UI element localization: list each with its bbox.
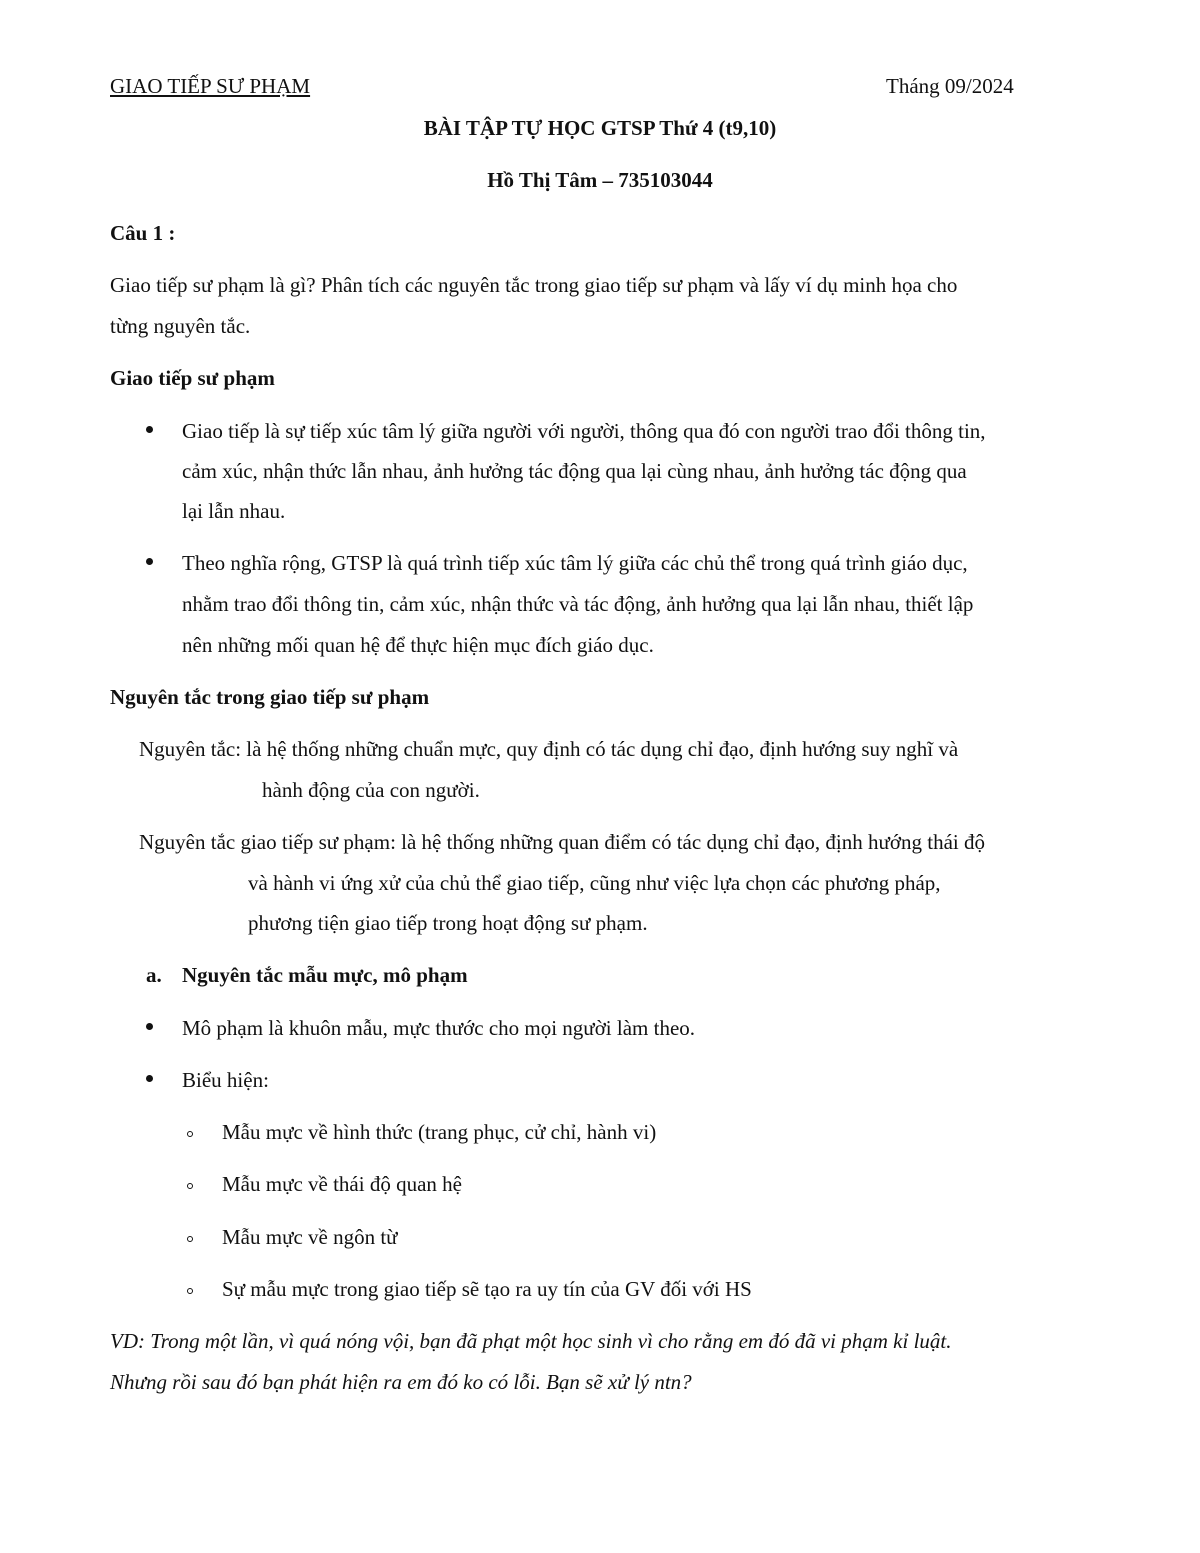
definition-1-line-2: hành động của con người. bbox=[262, 778, 480, 802]
bullet-2-line-3: nên những mối quan hệ để thực hiện mục đích giáo dục. bbox=[182, 633, 654, 657]
definition-2-line-1: Nguyên tắc giao tiếp sư phạm: là hệ thống những quan điểm có tác dụng chỉ đạo, định hướng thái độ bbox=[139, 830, 985, 854]
author-line: Hồ Thị Tâm – 735103044 bbox=[487, 168, 713, 192]
section-heading-gtsp: Giao tiếp sư phạm bbox=[110, 366, 275, 390]
sub-a-marker: a. bbox=[146, 963, 162, 987]
bullet-2-line-2: nhằm trao đổi thông tin, cảm xúc, nhận thức và tác động, ảnh hưởng qua lại lẫn nhau, thiết lập bbox=[182, 592, 974, 616]
bullet-dot-icon bbox=[146, 558, 153, 565]
sub-a-bullet-1: Mô phạm là khuôn mẫu, mực thước cho mọi người làm theo. bbox=[182, 1016, 696, 1040]
bullet-circle-icon bbox=[187, 1288, 193, 1294]
header-date: Tháng 09/2024 bbox=[886, 74, 1014, 98]
document-title: BÀI TẬP TỰ HỌC GTSP Thứ 4 (t9,10) bbox=[423, 116, 777, 140]
sub-item-3: Mẫu mực về ngôn từ bbox=[222, 1225, 398, 1249]
bullet-circle-icon bbox=[187, 1236, 193, 1242]
sub-item-4: Sự mẫu mực trong giao tiếp sẽ tạo ra uy tín của GV đối với HS bbox=[222, 1277, 752, 1301]
section-heading-principles: Nguyên tắc trong giao tiếp sư phạm bbox=[110, 685, 430, 709]
example-line-1: VD: Trong một lần, vì quá nóng vội, bạn đã phạt một học sinh vì cho rằng em đó đã vi phạm kỉ luật. bbox=[110, 1329, 952, 1353]
definition-2-line-2: và hành vi ứng xử của chủ thể giao tiếp, cũng như việc lựa chọn các phương pháp, bbox=[248, 871, 941, 895]
question-label: Câu 1 : bbox=[110, 221, 176, 245]
sub-a-bullet-2: Biểu hiện: bbox=[182, 1068, 269, 1092]
definition-2-line-3: phương tiện giao tiếp trong hoạt động sư phạm. bbox=[248, 911, 648, 935]
definition-1-line-1: Nguyên tắc: là hệ thống những chuẩn mực, quy định có tác dụng chỉ đạo, định hướng suy nghĩ và bbox=[139, 737, 959, 761]
example-line-2: Nhưng rồi sau đó bạn phát hiện ra em đó ko có lỗi. Bạn sẽ xử lý ntn? bbox=[110, 1370, 692, 1394]
bullet-dot-icon bbox=[146, 1075, 153, 1082]
bullet-1-line-3: lại lẫn nhau. bbox=[182, 499, 286, 523]
bullet-dot-icon bbox=[146, 1023, 153, 1030]
sub-a-heading: Nguyên tắc mẫu mực, mô phạm bbox=[182, 963, 468, 987]
bullet-1-line-1: Giao tiếp là sự tiếp xúc tâm lý giữa người với người, thông qua đó con người trao đổi thông tin, bbox=[182, 419, 986, 443]
bullet-dot-icon bbox=[146, 426, 153, 433]
bullet-circle-icon bbox=[187, 1131, 193, 1137]
sub-item-2: Mẫu mực về thái độ quan hệ bbox=[222, 1172, 462, 1196]
bullet-1-line-2: cảm xúc, nhận thức lẫn nhau, ảnh hưởng tác động qua lại cùng nhau, ảnh hưởng tác động qua bbox=[182, 459, 967, 483]
bullet-2-line-1: Theo nghĩa rộng, GTSP là quá trình tiếp xúc tâm lý giữa các chủ thể trong quá trình giáo dục, bbox=[182, 551, 968, 575]
question-text-line-2: từng nguyên tắc. bbox=[110, 314, 251, 338]
header-subject: GIAO TIẾP SƯ PHẠM bbox=[110, 74, 311, 98]
question-text-line-1: Giao tiếp sư phạm là gì? Phân tích các nguyên tắc trong giao tiếp sư phạm và lấy ví dụ minh họa cho bbox=[110, 273, 958, 297]
sub-item-1: Mẫu mực về hình thức (trang phục, cử chỉ, hành vi) bbox=[222, 1120, 657, 1144]
bullet-circle-icon bbox=[187, 1183, 193, 1189]
